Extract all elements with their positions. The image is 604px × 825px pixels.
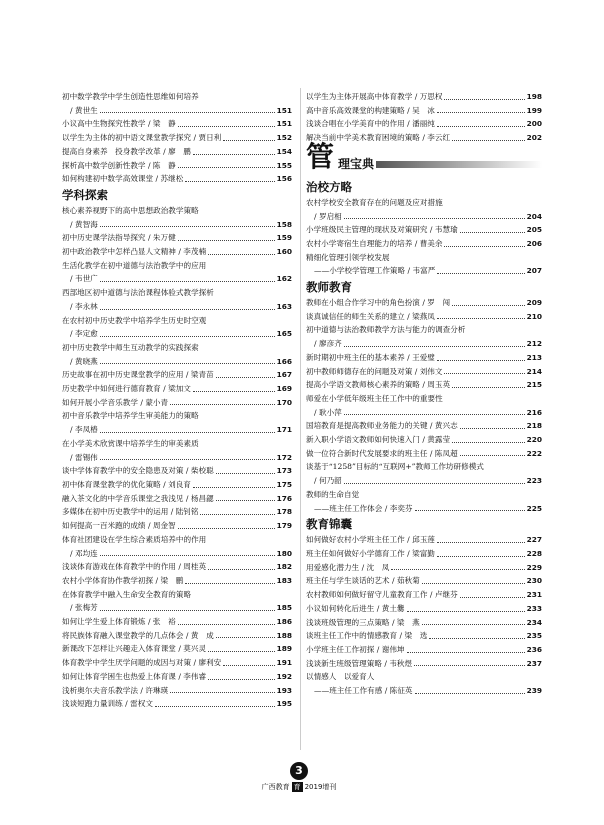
page-ref: 173 bbox=[276, 466, 292, 476]
page-ref: 236 bbox=[526, 644, 542, 654]
dot-leader bbox=[100, 432, 275, 433]
page-ref: 225 bbox=[526, 503, 542, 513]
toc-entry-text: 用爱感化潜力生 / 沈 凤 bbox=[306, 562, 390, 572]
dot-leader bbox=[100, 112, 275, 113]
toc-entry bbox=[62, 697, 292, 711]
page-ref: 239 bbox=[526, 686, 542, 696]
toc-entry-text: 谈真诚信任的师生关系的建立 / 梁燕凤 bbox=[306, 311, 435, 321]
toc-entry-title: 西部地区初中道德与法治课程体验式教学探析 bbox=[62, 288, 214, 298]
toc-entry-text: 如何提高一百米跑的成绩 / 周金智 bbox=[62, 521, 176, 531]
toc-entry-title: 以情感人 以爱育人 bbox=[306, 672, 375, 682]
page-ref: 210 bbox=[526, 311, 542, 321]
page-ref: 166 bbox=[276, 356, 292, 366]
toc-entry bbox=[62, 368, 292, 382]
toc-entry-text: 农村教师如何做好留守儿童教育工作 / 卢继芬 bbox=[306, 590, 458, 600]
page-ref: 160 bbox=[276, 247, 292, 257]
dot-leader bbox=[216, 377, 275, 378]
toc-entry bbox=[62, 396, 292, 410]
toc-entry bbox=[62, 423, 292, 437]
page-ref: 227 bbox=[526, 535, 542, 545]
dot-leader bbox=[178, 624, 275, 625]
banner-title: 理宝典 bbox=[338, 156, 375, 171]
toc-entry-title: 在农村初中历史教学中培养学生历史时空观 bbox=[62, 315, 207, 325]
toc-entry-text: 解决当前中学美术教育困境的策略 / 李云红 bbox=[306, 133, 451, 143]
dot-leader bbox=[100, 610, 275, 611]
toc-entry-title: 初中数学教学中学生创造性思维如何培养 bbox=[62, 92, 199, 101]
toc-entry-text: 国培教育是提高教师业务能力的关键 / 黄兴志 bbox=[306, 421, 458, 431]
dot-leader bbox=[178, 126, 275, 127]
page-ref: 202 bbox=[526, 133, 542, 143]
toc-entry-text: 小议如何转化后进生 / 黄土爨 bbox=[306, 603, 405, 613]
toc-entry-text: 以学生为主体开展高中体育教学 / 万思权 bbox=[306, 92, 443, 101]
page-ref: 207 bbox=[526, 266, 542, 276]
toc-entry-title: 体育社团建设在学生综合素质培养中的作用 bbox=[62, 534, 207, 544]
toc-entry bbox=[62, 245, 292, 259]
issue-label: 2019增刊 bbox=[304, 783, 337, 791]
toc-entry-text: 浅谈体育游戏在体育教学中的作用 / 周桂英 bbox=[62, 562, 207, 572]
dot-leader bbox=[193, 487, 275, 488]
magazine-label bbox=[254, 782, 344, 792]
toc-entry-title: 在体育教学中融入生命安全教育的策略 bbox=[62, 589, 192, 599]
toc-entry bbox=[62, 218, 292, 232]
toc-entry-text: 历史教学中如何进行德育教育 / 梁加文 bbox=[62, 384, 191, 394]
toc-entry bbox=[306, 90, 542, 104]
toc-entry-text: 多媒体在初中历史教学中的运用 / 陆钊铭 bbox=[62, 507, 199, 517]
toc-entry-text: 新课改下怎样让兴趣走入体育课堂 / 莫兴灵 bbox=[62, 644, 207, 654]
toc-entry bbox=[62, 117, 292, 131]
page-ref: 220 bbox=[526, 435, 542, 445]
toc-entry-text: / 何乃韶 bbox=[314, 476, 342, 486]
toc-entry bbox=[306, 447, 542, 461]
toc-entry-text: / 耿小萍 bbox=[314, 407, 342, 417]
toc-entry-text: / 韦世广 bbox=[70, 274, 98, 284]
toc-entry bbox=[62, 670, 292, 684]
page-ref: 218 bbox=[526, 421, 542, 431]
dot-leader bbox=[223, 140, 274, 141]
dot-leader bbox=[437, 360, 525, 361]
dot-leader bbox=[200, 514, 274, 515]
toc-entry-text: 农村小学寄宿生自理能力的培养 / 曹美余 bbox=[306, 238, 443, 248]
column-divider bbox=[300, 88, 301, 750]
toc-entry bbox=[62, 642, 292, 656]
toc-entry bbox=[306, 684, 542, 698]
toc-entry-text: / 黄世生 bbox=[70, 105, 98, 115]
dot-leader bbox=[100, 226, 275, 227]
page-ref: 231 bbox=[526, 590, 542, 600]
toc-entry-text: 小学班主任工作初探 / 谢伟坤 bbox=[306, 644, 405, 654]
toc-entry-title: 农村学校安全教育存在的问题及应对措施 bbox=[306, 197, 443, 207]
toc-entry bbox=[306, 474, 542, 488]
page-ref: 200 bbox=[526, 119, 542, 129]
dot-leader bbox=[437, 318, 525, 319]
toc-entry bbox=[306, 406, 542, 420]
toc-entry-text: 浅谈合唱在小学美育中的作用 / 潘丽纯 bbox=[306, 119, 435, 129]
dot-leader bbox=[460, 597, 525, 598]
toc-entry bbox=[306, 104, 542, 118]
toc-entry bbox=[306, 378, 542, 392]
section-heading: 学科探索 bbox=[62, 187, 108, 202]
toc-entry bbox=[306, 337, 542, 351]
toc-entry-text: 小学班级民主管理的现状及对策研究 / 韦慧瑜 bbox=[306, 225, 458, 235]
page-ref: 175 bbox=[276, 479, 292, 489]
dot-leader bbox=[415, 693, 525, 694]
toc-entry-text: 小议高中生物探究性教学 / 梁 静 bbox=[62, 119, 176, 129]
left-column bbox=[62, 90, 292, 711]
page-ref: 170 bbox=[276, 397, 292, 407]
toc-entry bbox=[306, 629, 542, 643]
toc-entry-text: 高中音乐高效课堂的构建策略 / 吴 冰 bbox=[306, 105, 435, 115]
toc-entry-text: 历史故事在初中历史课堂教学的应用 / 梁青苗 bbox=[62, 370, 214, 380]
toc-entry-text: / 黄晓燕 bbox=[70, 356, 98, 366]
toc-entry-text: 浅析奥尔夫音乐教学法 / 许琳瑛 bbox=[62, 685, 169, 695]
toc-entry-text: 初中教师师德存在的问题及对策 / 刘伟文 bbox=[306, 366, 443, 376]
toc-entry-text: 浅谈新生班级管理策略 / 韦秋煜 bbox=[306, 658, 413, 668]
dot-leader bbox=[208, 569, 274, 570]
toc-entry-text: 谈班主任工作中的情感教育 / 梁 选 bbox=[306, 631, 428, 641]
dot-leader bbox=[452, 442, 524, 443]
page-ref: 169 bbox=[276, 384, 292, 394]
page-ref: 178 bbox=[276, 507, 292, 517]
dot-leader bbox=[414, 665, 524, 666]
toc-entry bbox=[62, 172, 292, 186]
dot-leader bbox=[223, 665, 274, 666]
dot-leader bbox=[344, 414, 525, 415]
toc-entry-text: 如何让学生爱上体育锻炼 / 张 裕 bbox=[62, 617, 176, 627]
toc-entry bbox=[306, 365, 542, 379]
toc-entry-text: 体育教学中学生厌学问题的成因与对策 / 廖利安 bbox=[62, 658, 222, 668]
toc-entry-text: 提高小学语文教师核心素养的策略 / 周玉英 bbox=[306, 380, 451, 390]
toc-entry bbox=[306, 419, 542, 433]
dot-leader bbox=[208, 254, 274, 255]
toc-entry-text: 融入茶文化的中学音乐课堂之我浅见 / 杨昌勰 bbox=[62, 493, 214, 503]
dot-leader bbox=[155, 706, 275, 707]
toc-entry-title: 初中历史教学中师生互动教学的实践探索 bbox=[62, 342, 199, 352]
page-ref: 199 bbox=[526, 105, 542, 115]
dot-leader bbox=[216, 500, 275, 501]
dot-leader bbox=[100, 459, 275, 460]
page-ref: 215 bbox=[526, 380, 542, 390]
page-ref: 235 bbox=[526, 631, 542, 641]
toc-entry-text: / 李定愈 bbox=[70, 329, 98, 339]
toc-entry-text: 班主任与学生谈话的艺术 / 茹秋菊 bbox=[306, 576, 420, 586]
page-ref: 156 bbox=[276, 174, 292, 184]
dot-leader bbox=[216, 473, 275, 474]
dot-leader bbox=[429, 638, 524, 639]
dot-leader bbox=[460, 232, 525, 233]
toc-entry-title: 谈基于“1258”目标的“互联网+”教师工作坊研修模式 bbox=[306, 462, 484, 472]
toc-entry bbox=[62, 272, 292, 286]
dot-leader bbox=[208, 679, 274, 680]
page-number: 3 bbox=[290, 762, 308, 780]
section-heading: 治校方略 bbox=[306, 179, 352, 194]
toc-entry bbox=[62, 104, 292, 118]
section-banner bbox=[306, 139, 542, 177]
page-ref: 159 bbox=[276, 233, 292, 243]
toc-entry bbox=[306, 574, 542, 588]
dot-leader bbox=[460, 455, 525, 456]
magazine-name-highlight: 育 bbox=[293, 783, 301, 791]
dot-leader bbox=[407, 611, 525, 612]
toc-entry-text: / 雷锡伟 bbox=[70, 452, 98, 462]
toc-entry bbox=[306, 561, 542, 575]
toc-entry bbox=[62, 547, 292, 561]
page-ref: 163 bbox=[276, 301, 292, 311]
toc-entry bbox=[62, 327, 292, 341]
toc-entry bbox=[306, 237, 542, 251]
page-ref: 176 bbox=[276, 493, 292, 503]
toc-entry-text: 农村小学体育协作教学初探 / 梁 鹏 bbox=[62, 575, 184, 585]
toc-entry-title: 在小学美术欣赏课中培养学生的审美素质 bbox=[62, 438, 199, 448]
section-heading: 教育锦囊 bbox=[306, 517, 352, 532]
toc-entry bbox=[306, 533, 542, 547]
dot-leader bbox=[178, 528, 275, 529]
dot-leader bbox=[452, 387, 524, 388]
dot-leader bbox=[185, 583, 274, 584]
page-ref: 151 bbox=[276, 105, 292, 115]
page-ref: 230 bbox=[526, 576, 542, 586]
page-ref: 206 bbox=[526, 238, 542, 248]
dot-leader bbox=[216, 637, 275, 638]
toc-entry bbox=[62, 684, 292, 698]
dot-leader bbox=[344, 346, 525, 347]
page-ref: 234 bbox=[526, 617, 542, 627]
toc-entry-text: 将民族体育融入课堂教学的几点体会 / 黄 成 bbox=[62, 630, 214, 640]
dot-leader bbox=[437, 542, 525, 543]
toc-entry-text: 如何开展小学音乐教学 / 蒙小青 bbox=[62, 397, 169, 407]
page-ref: 152 bbox=[276, 133, 292, 143]
page-ref: 192 bbox=[276, 671, 292, 681]
page-ref: 167 bbox=[276, 370, 292, 380]
toc-entry-title: 精细化管理引领学校发展 bbox=[306, 252, 390, 262]
page-ref: 165 bbox=[276, 329, 292, 339]
dot-leader bbox=[437, 126, 525, 127]
toc-entry-text: 教师在小组合作学习中的角色扮演 / 罗 闯 bbox=[306, 298, 451, 308]
toc-entry-title: 师爱在小学低年级班主任工作中的重要性 bbox=[306, 393, 443, 403]
toc-entry bbox=[62, 451, 292, 465]
toc-entry bbox=[62, 145, 292, 159]
right-top-entries bbox=[306, 90, 542, 145]
page-ref: 213 bbox=[526, 352, 542, 362]
page-ref: 209 bbox=[526, 298, 542, 308]
toc-entry bbox=[62, 231, 292, 245]
dot-leader bbox=[452, 140, 524, 141]
page-ref: 212 bbox=[526, 339, 542, 349]
toc-entry-text: / 罗启相 bbox=[314, 211, 342, 221]
page-ref: 223 bbox=[526, 476, 542, 486]
page-ref: 188 bbox=[276, 630, 292, 640]
toc-entry bbox=[306, 547, 542, 561]
page-ref: 155 bbox=[276, 160, 292, 170]
dot-leader bbox=[444, 99, 524, 100]
page-ref: 158 bbox=[276, 219, 292, 229]
toc-entry bbox=[62, 560, 292, 574]
toc-entry-text: 班主任如何做好小学德育工作 / 梁富勤 bbox=[306, 548, 435, 558]
toc-entry-text: ——班主任工作有感 / 陈征英 bbox=[314, 686, 413, 696]
toc-entry bbox=[306, 264, 542, 278]
page-ref: 193 bbox=[276, 685, 292, 695]
dot-leader bbox=[170, 404, 274, 405]
dot-leader bbox=[100, 309, 275, 310]
section-heading: 教师教育 bbox=[306, 280, 352, 295]
dot-leader bbox=[100, 336, 275, 337]
dot-leader bbox=[170, 692, 274, 693]
toc-entry bbox=[62, 131, 292, 145]
toc-entry bbox=[306, 433, 542, 447]
toc-entry bbox=[306, 210, 542, 224]
dot-leader bbox=[437, 273, 524, 274]
dot-leader bbox=[415, 510, 525, 511]
page-ref: 151 bbox=[276, 119, 292, 129]
magazine-name: 广西教育 bbox=[261, 783, 290, 791]
toc-entry bbox=[306, 602, 542, 616]
page-ref: 237 bbox=[526, 658, 542, 668]
toc-entry bbox=[306, 502, 542, 516]
toc-entry-text: 新时期初中班主任的基本素养 / 王爱璧 bbox=[306, 352, 435, 362]
banner-gradient-bar bbox=[376, 161, 542, 168]
toc-entry-text: ——班主任工作体会 / 李奕芬 bbox=[314, 503, 413, 513]
toc-entry bbox=[62, 615, 292, 629]
toc-entry bbox=[62, 464, 292, 478]
toc-entry-title: 初中音乐教学中培养学生审美能力的策略 bbox=[62, 411, 199, 421]
toc-entry bbox=[62, 656, 292, 670]
dot-leader bbox=[391, 569, 524, 570]
dot-leader bbox=[452, 305, 524, 306]
page-ref: 182 bbox=[276, 562, 292, 572]
dot-leader bbox=[422, 583, 525, 584]
toc-entry bbox=[62, 300, 292, 314]
dot-leader bbox=[444, 246, 524, 247]
page-ref: 186 bbox=[276, 617, 292, 627]
page-ref: 189 bbox=[276, 644, 292, 654]
page-ref: 180 bbox=[276, 548, 292, 558]
page-ref: 198 bbox=[526, 92, 542, 101]
toc-entry bbox=[306, 131, 542, 145]
dot-leader bbox=[100, 281, 275, 282]
banner-big-char: 管 bbox=[306, 139, 335, 173]
page-ref: 222 bbox=[526, 448, 542, 458]
page-ref: 162 bbox=[276, 274, 292, 284]
toc-entry-text: 如何构建初中数学高效课堂 / 苏继松 bbox=[62, 174, 184, 184]
page-ref: 216 bbox=[526, 407, 542, 417]
page-ref: 229 bbox=[526, 562, 542, 572]
toc-entry-text: 浅谈班级管理的三点策略 / 梁 燕 bbox=[306, 617, 420, 627]
page-ref: 195 bbox=[276, 699, 292, 709]
toc-entry-title: 生活化教学在初中道德与法治教学中的应用 bbox=[62, 260, 207, 270]
toc-entry-text: 浅谈短跑力量训练 / 雷权文 bbox=[62, 699, 153, 709]
dot-leader bbox=[100, 555, 275, 556]
page-ref: 233 bbox=[526, 603, 542, 613]
dot-leader bbox=[178, 167, 275, 168]
dot-leader bbox=[422, 624, 525, 625]
page-ref: 172 bbox=[276, 452, 292, 462]
toc-entry-text: / 张梅芳 bbox=[70, 603, 98, 613]
toc-entry-text: 谈中学体育教学中的安全隐患及对策 / 柴校聪 bbox=[62, 466, 214, 476]
dot-leader bbox=[193, 154, 275, 155]
toc-entry bbox=[306, 643, 542, 657]
toc-entry-text: 初中政治教学中怎样凸显人文精神 / 李茂楠 bbox=[62, 247, 207, 257]
toc-entry-text: 如何让体育学困生也热爱上体育课 / 李伟睿 bbox=[62, 671, 207, 681]
page-ref: 214 bbox=[526, 366, 542, 376]
toc-entry bbox=[62, 492, 292, 506]
toc-entry-title: 核心素养视野下的高中思想政治教学策略 bbox=[62, 205, 199, 215]
toc-entry-text: 提高自身素养 投身教学改革 / 廖 鹏 bbox=[62, 146, 191, 156]
page-ref: 228 bbox=[526, 548, 542, 558]
dot-leader bbox=[460, 428, 525, 429]
dot-leader bbox=[407, 652, 525, 653]
right-main-entries bbox=[306, 179, 542, 698]
toc-entry bbox=[306, 616, 542, 630]
dot-leader bbox=[193, 391, 275, 392]
toc-entry-text: 初中历史课学法指导探究 / 朱万健 bbox=[62, 233, 176, 243]
toc-entry bbox=[62, 355, 292, 369]
page-ref: 185 bbox=[276, 603, 292, 613]
toc-entry-text: 新入职小学语文教师如何快速入门 / 黄露莹 bbox=[306, 435, 451, 445]
toc-entry-text: / 廖彦齐 bbox=[314, 339, 342, 349]
page-ref: 179 bbox=[276, 521, 292, 531]
page-ref: 191 bbox=[276, 658, 292, 668]
toc-entry bbox=[306, 296, 542, 310]
page-ref: 183 bbox=[276, 575, 292, 585]
dot-leader bbox=[344, 218, 525, 219]
toc-entry bbox=[62, 505, 292, 519]
toc-entry bbox=[62, 574, 292, 588]
toc-entry bbox=[62, 159, 292, 173]
page-ref: 204 bbox=[526, 211, 542, 221]
toc-entry bbox=[306, 588, 542, 602]
dot-leader bbox=[178, 240, 275, 241]
dot-leader bbox=[344, 483, 525, 484]
toc-entry bbox=[306, 657, 542, 671]
toc-entry-text: 做一位符合新时代发展要求的班主任 / 陈凤超 bbox=[306, 448, 458, 458]
toc-entry-text: / 李凤椿 bbox=[70, 425, 98, 435]
toc-entry-text: 初中体育课堂教学的优化策略 / 刘良育 bbox=[62, 479, 191, 489]
toc-entry-text: ——小学校学管理工作策略 / 韦富严 bbox=[314, 266, 436, 276]
toc-entry-text: / 邓均连 bbox=[70, 548, 98, 558]
dot-leader bbox=[100, 363, 275, 364]
toc-entry bbox=[306, 117, 542, 131]
toc-entry bbox=[306, 223, 542, 237]
dot-leader bbox=[437, 112, 525, 113]
toc-entry-text: / 黄智海 bbox=[70, 219, 98, 229]
toc-entry bbox=[62, 478, 292, 492]
page-footer bbox=[254, 762, 344, 792]
toc-entry bbox=[62, 382, 292, 396]
toc-entry-text: 以学生为主体的初中语文课堂教学探究 / 贾日利 bbox=[62, 133, 222, 143]
dot-leader bbox=[208, 651, 274, 652]
dot-leader bbox=[437, 556, 525, 557]
toc-entry bbox=[62, 629, 292, 643]
page-ref: 154 bbox=[276, 146, 292, 156]
dot-leader bbox=[444, 373, 524, 374]
page-ref: 171 bbox=[276, 425, 292, 435]
toc-entry bbox=[306, 351, 542, 365]
toc-entry-text: 如何做好农村小学班主任工作 / 邱玉莲 bbox=[306, 535, 435, 545]
toc-entry bbox=[306, 310, 542, 324]
toc-entry bbox=[62, 519, 292, 533]
toc-entry-text: 探析高中数学创新性教学 / 陈 静 bbox=[62, 160, 176, 170]
toc-entry bbox=[62, 601, 292, 615]
toc-entry-title: 初中道德与法治教师教学方法与能力的调查分析 bbox=[306, 325, 466, 335]
right-column bbox=[306, 90, 542, 698]
toc-entry-title: 教师的生命自觉 bbox=[306, 489, 360, 499]
dot-leader bbox=[185, 181, 274, 182]
page-ref: 205 bbox=[526, 225, 542, 235]
toc-entry-text: / 李永林 bbox=[70, 301, 98, 311]
